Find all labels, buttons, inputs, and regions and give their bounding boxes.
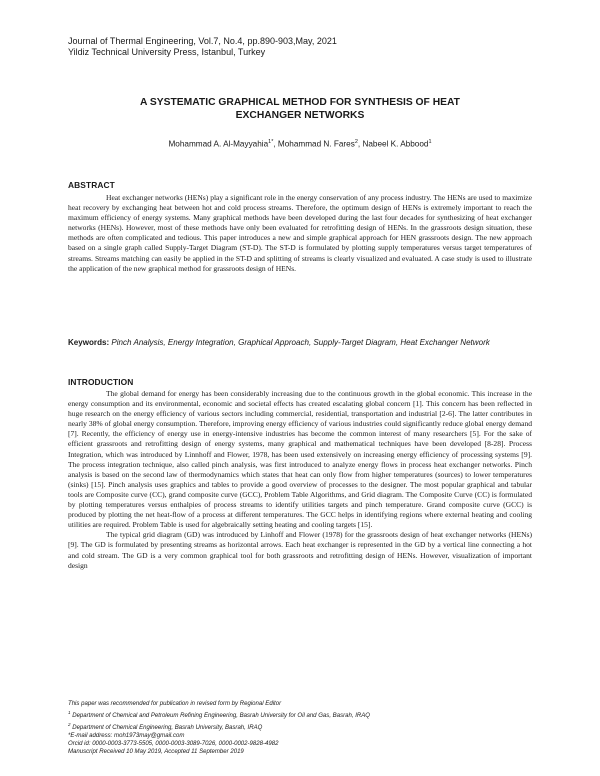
author-affiliation-mark: 1*: [268, 139, 274, 145]
abstract-text: Heat exchanger networks (HENs) play a significant role in the energy conservation of any process industry. The HENs are used to maximize heat recovery by exchanging heat between hot and cold process streams. Therefore, the optimum design of HENs is extremely important to reach the maximum efficiency of energy systems. Many graphical methods have been developed during the last four decades for synthesizing of heat exchanger networks (HENs). However, most of these methods have only been evaluated for retrofitting design of HENs. In the grassroots design situation, these methods are often complicated and tedious. This paper introduces a new and simple graphical approach for HEN grassroots design. The new approach based on a single graph called Supply-Target Diagram (ST-D). The ST-D is formulated by plotting supply temperatures versus target temperatures of streams. Streams matching can easily be applied in the ST-D and splitting of streams is clearly visualized and evaluated. A case study is used to illustrate the application of the new graphical method for grassroots design of HENs.: [68, 193, 532, 273]
paper-title: [80, 96, 520, 122]
abstract-heading: ABSTRACT: [68, 180, 115, 190]
footnote-mark: 1: [68, 709, 71, 715]
journal-publisher: Yildiz Technical University Press, Istanbul, Turkey: [68, 47, 266, 57]
introduction-paragraph-1: The global demand for energy has been considerably increasing due to the continuous growth in the global economic. This increase in the energy consumption and its environmental, economic and societal effects has created escalating global concern [1]. This concern has been reflected in huge research on the energy efficiency of various sectors including commercial, residential, transportation and industrial [2-6]. The latter contributes in nearly 38% of global energy consumption. Therefore, improving energy efficiency of various industries could significantly reduce global energy demand [7]. Recently, the efficiency of energy use in energy-intensive industries has become the common interest of many researchers [5]. For the sake of efficient grassroots and retrofitting design of energy systems, many graphical and mathematical techniques have been developed [8-28]. Process Integration, which was introduced by Linnhoff and Flower, 1978, has been used extensively on increasing energy efficiency of processing systems [9]. The process integration technique, also called pinch analysis, was first introduced to analyze energy flows in process heat exchanger networks. Pinch analysis is based on the second law of thermodynamics which states that heat can only flow from higher temperatures (sources) to lower temperatures (sinks) [15]. Pinch analysis uses graphics and tables to provide a good overview of processes to the designer. The most popular graphical and tabular tools are Composite curve (CC), grand composite curve (GCC), Problem Table Algorithms, and Grid diagram. The Composite Curve (CC) is formulated by plotting temperatures versus enthalpies of process streams to identify utilities targets and pinch temperature. Grand composite curve (GCC) is produced by plotting the net heat-flow of a process at different temperatures. The GCC helps in identifying regions where external heating and cooling utilities are required. Problem Table is used for algebraically setting heating and cooling targets [15].: [68, 389, 532, 530]
author-name: Mohammad N. Fares: [277, 139, 355, 149]
keywords: [68, 337, 532, 348]
affiliation-text: Department of Chemical and Petroleum Refining Engineering, Basrah University for Oil and Gas, Basrah, IRAQ: [72, 712, 370, 719]
footnote-orcid: Orcid id: 0000-0003-3773-5505, 0000-0003-3089-7026, 0000-0002-9828-4982: [68, 740, 279, 747]
keywords-list: Pinch Analysis, Energy Integration, Graphical Approach, Supply-Target Diagram, Heat Exchanger Network: [111, 338, 490, 347]
introduction-paragraph-2: The typical grid diagram (GD) was introduced by Linhoff and Flower (1978) for the grassroots design of heat exchanger networks (HENs) [9]. The GD is formulated by presenting streams as horizontal arrows. Each heat exchanger is represented in the GD by a vertical line connecting a hot and cold stream. The GD is a very common graphical tool for both grassroots and retrofitting design of HENs. However, visualization of important design: [68, 530, 532, 570]
footnote-affiliation-1: [68, 709, 538, 721]
footnote-received: Manuscript Received 10 May 2019, Accepted 11 September 2019: [68, 748, 244, 755]
abstract-body: [68, 193, 532, 274]
keywords-label: Keywords:: [68, 338, 110, 347]
title-line-2: EXCHANGER NETWORKS: [235, 110, 365, 121]
author-list: [60, 139, 540, 149]
footnotes: [68, 701, 538, 756]
journal-header: [68, 36, 337, 58]
footnote-email: *E-mail address: moh1973may@gmail.com: [68, 732, 185, 739]
affiliation-text: Department of Chemical Engineering, Basrah University, Basrah, IRAQ: [72, 724, 263, 731]
author-name: Mohammad A. Al-Mayyahia: [168, 139, 269, 149]
author-name: Nabeel K. Abbood: [362, 139, 429, 149]
footnote-affiliation-2: [68, 721, 538, 733]
author-separator: ,: [273, 139, 278, 149]
journal-citation: Journal of Thermal Engineering, Vol.7, No.4, pp.890-903,May, 2021: [68, 36, 337, 46]
author-separator: ,: [357, 139, 363, 149]
footnote-mark: 2: [68, 721, 71, 727]
introduction-body: [68, 389, 532, 571]
introduction-heading: INTRODUCTION: [68, 377, 134, 387]
title-line-1: A SYSTEMATIC GRAPHICAL METHOD FOR SYNTHESIS OF HEAT: [140, 97, 460, 108]
author-affiliation-mark: 1: [428, 139, 432, 145]
footnote-editor: This paper was recommended for publication in revised form by Regional Editor: [68, 701, 282, 707]
author-affiliation-mark: 2: [354, 139, 358, 145]
